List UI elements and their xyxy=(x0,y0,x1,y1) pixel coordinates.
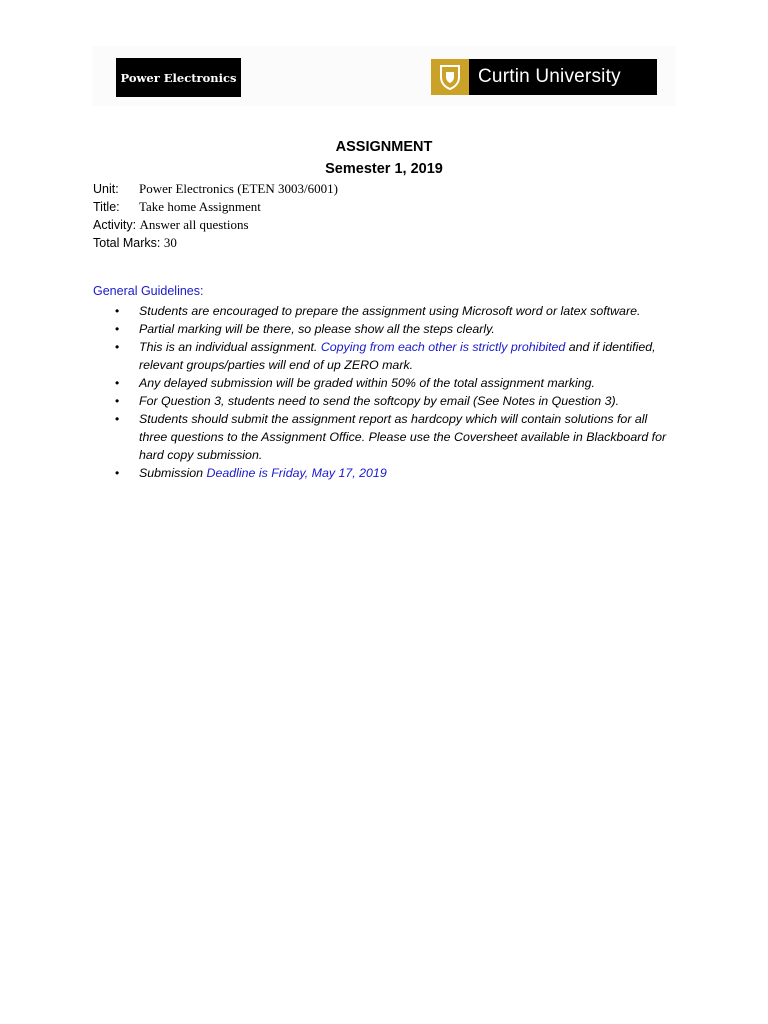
bullet-icon: • xyxy=(115,466,120,480)
meta-unit-label: Unit: xyxy=(93,182,119,196)
meta-title-value: Take home Assignment xyxy=(139,199,261,214)
bullet-icon: • xyxy=(115,340,120,354)
guideline-text: This is an individual assignment. xyxy=(139,340,321,354)
guideline-text: Partial marking will be there, so please show all the steps clearly. xyxy=(139,322,495,336)
guideline-text: Any delayed submission will be graded within 50% of the total assignment marking. xyxy=(139,376,595,390)
guideline-item xyxy=(93,392,678,410)
guideline-item xyxy=(93,374,678,392)
meta-activity-label: Activity: xyxy=(93,218,137,232)
deadline-highlight: Deadline is Friday, May 17, 2019 xyxy=(206,466,387,480)
meta-marks-row xyxy=(93,235,177,251)
bullet-icon: • xyxy=(115,394,120,408)
power-electronics-logo-text: Power Electronics xyxy=(120,70,237,85)
power-electronics-logo xyxy=(116,58,241,97)
bullet-icon: • xyxy=(115,322,120,336)
guideline-item xyxy=(93,320,678,338)
guideline-text: For Question 3, students need to send the softcopy by email (See Notes in Question 3). xyxy=(139,394,620,408)
guideline-text: Submission xyxy=(139,466,207,480)
curtin-crest-icon xyxy=(431,59,469,95)
meta-activity-value: Answer all questions xyxy=(139,217,249,232)
meta-marks-value: 30 xyxy=(163,235,177,250)
crest-shape xyxy=(438,63,462,91)
curtin-university-logo-text: Curtin University xyxy=(478,66,621,87)
guideline-highlight: Copying from each other is strictly prohibited xyxy=(320,340,566,354)
guideline-item xyxy=(93,464,678,482)
meta-title-label: Title: xyxy=(93,200,120,214)
meta-marks-label: Total Marks: xyxy=(93,236,161,250)
document-title: ASSIGNMENT xyxy=(335,139,433,155)
bullet-icon: • xyxy=(115,376,120,390)
bullet-icon: • xyxy=(115,304,120,318)
meta-unit-value: Power Electronics (ETEN 3003/6001) xyxy=(139,181,338,196)
meta-title-row xyxy=(93,199,261,215)
guideline-text: and if identified, relevant groups/parties will end of up ZERO mark. xyxy=(139,340,656,372)
document-subtitle: Semester 1, 2019 xyxy=(325,161,443,177)
guidelines-heading: General Guidelines: xyxy=(93,284,204,298)
meta-unit-row xyxy=(93,181,338,197)
meta-activity-row xyxy=(93,217,249,233)
guideline-text: Students should submit the assignment report as hardcopy which will contain solutions for all three questions to the Assignment Office. Please use the Coversheet available in Blackboard for hard copy submission. xyxy=(139,412,667,462)
guideline-item xyxy=(93,302,678,320)
curtin-university-logo xyxy=(431,59,657,95)
bullet-icon: • xyxy=(115,412,120,426)
guideline-item xyxy=(93,410,678,464)
guideline-text: Students are encouraged to prepare the assignment using Microsoft word or latex software. xyxy=(139,304,641,318)
guidelines-list xyxy=(93,302,678,482)
guideline-item xyxy=(93,338,678,374)
